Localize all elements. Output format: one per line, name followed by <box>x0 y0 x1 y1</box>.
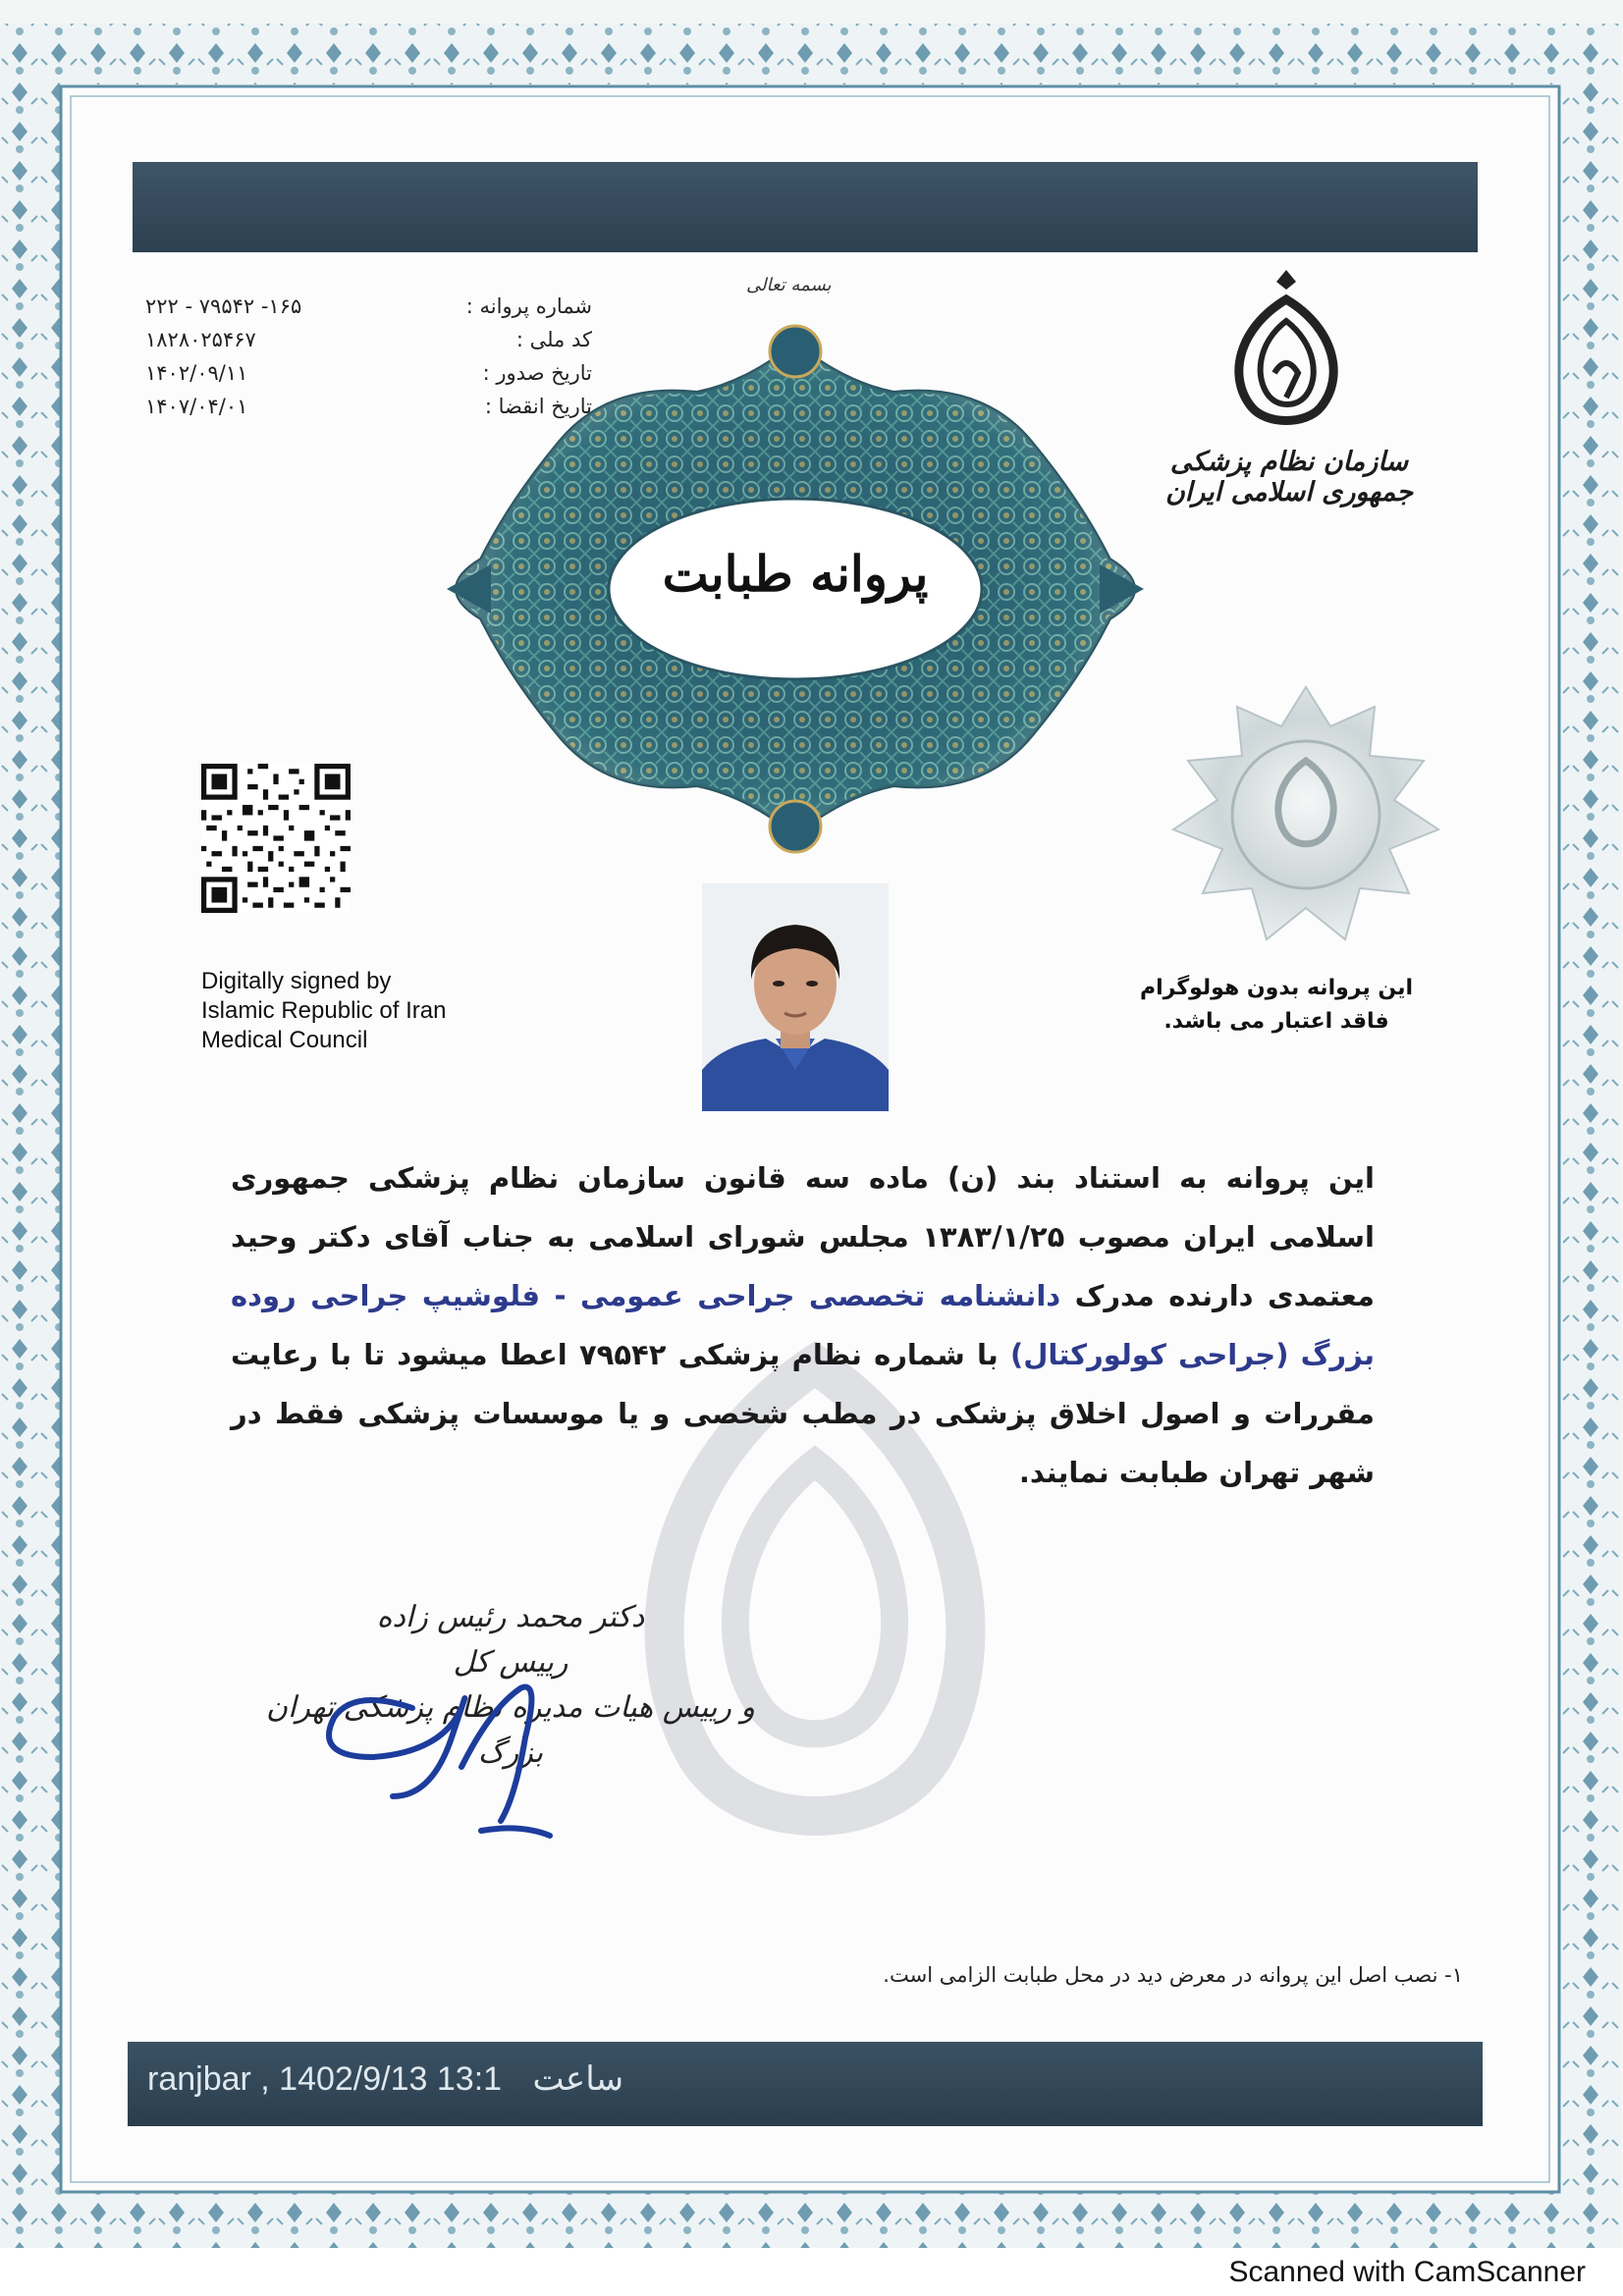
issue-date-value: ۱۴۰۲/۰۹/۱۱ <box>145 361 248 385</box>
bismillah-text: بسمه تعالی <box>746 275 832 295</box>
hologram-note: این پروانه بدون هولوگرام فاقد اعتبار می باشد. <box>1139 976 1413 1034</box>
body-text-part-2: با شماره نظام پزشکی ۷۹۵۴۲ اعطا میشود تا با رعایت مقررات و اصول اخلاق پزشکی در مطب شخصی و یا موسسات پزشکی فقط در شهر تهران طبابت نمایند. <box>231 1338 1375 1489</box>
footer-time: 13:1 <box>436 2060 503 2098</box>
digital-signature-line-1: Digitally signed by <box>201 968 392 994</box>
footer-user-date: ranjbar , 1402/9/13 <box>147 2060 428 2098</box>
signatory-role-3: بزرگ <box>477 1735 544 1770</box>
scanner-credit: Scanned with CamScanner <box>1228 2256 1586 2288</box>
degree-text: دانشنامه تخصصی جراحی عمومی - فلوشیپ جراحی روده بزرگ (جراحی کولورکتال) <box>231 1279 1375 1371</box>
issue-date-label: تاریخ صدور : <box>482 361 592 385</box>
certificate-title: پروانه طبابت <box>662 545 929 603</box>
expiry-date-label: تاریخ انقضا : <box>484 395 592 418</box>
license-body-text <box>231 1148 1375 1502</box>
body-text-part-1: این پروانه به استناد بند (ن) ماده سه قانون سازمان نظام پزشکی جمهوری اسلامی ایران مصوب ۱۳۸۳/۱/۲۵ مجلس شورای اسلامی به جناب آقای دکتر وحید معتمدی دارنده مدرک <box>231 1161 1375 1312</box>
signatory-role-2: و رییس هیات مدیره نظام پزشکی تهران <box>266 1690 755 1725</box>
license-number-label: شماره پروانه : <box>465 294 592 318</box>
footnote: ۱- نصب اصل این پروانه در معرض دید در محل طبابت الزامی است. <box>883 1963 1463 1987</box>
license-info-values <box>145 290 301 423</box>
handwritten-signature <box>295 1649 648 1845</box>
signatory-role-1: رییس کل <box>453 1645 568 1680</box>
footer-time-label: ساعت <box>532 2060 624 2098</box>
top-header-bar <box>133 162 1478 252</box>
holder-photo <box>702 883 889 1111</box>
signatory-name: دکتر محمد رئیس زاده <box>376 1600 645 1634</box>
digital-signature-note <box>201 967 446 1055</box>
hologram-seal <box>1163 682 1448 947</box>
national-id-value: ۱۸۲۸۰۲۵۴۶۷ <box>145 328 256 351</box>
expiry-date-value: ۱۴۰۷/۰۴/۰۱ <box>145 395 248 418</box>
digital-signature-line-2: Islamic Republic of Iran <box>201 997 447 1024</box>
medical-council-logo <box>1217 260 1355 437</box>
footer-stamp <box>147 2059 623 2099</box>
organization-name: سازمان نظام پزشکی جمهوری اسلامی ایران <box>1164 447 1414 507</box>
license-number-value: ۲۲۲ - ۷۹۵۴۲ -۱۶۵ <box>145 294 302 318</box>
digital-signature-line-3: Medical Council <box>201 1027 368 1053</box>
national-id-label: کد ملی : <box>515 328 592 351</box>
qr-code <box>201 764 351 913</box>
